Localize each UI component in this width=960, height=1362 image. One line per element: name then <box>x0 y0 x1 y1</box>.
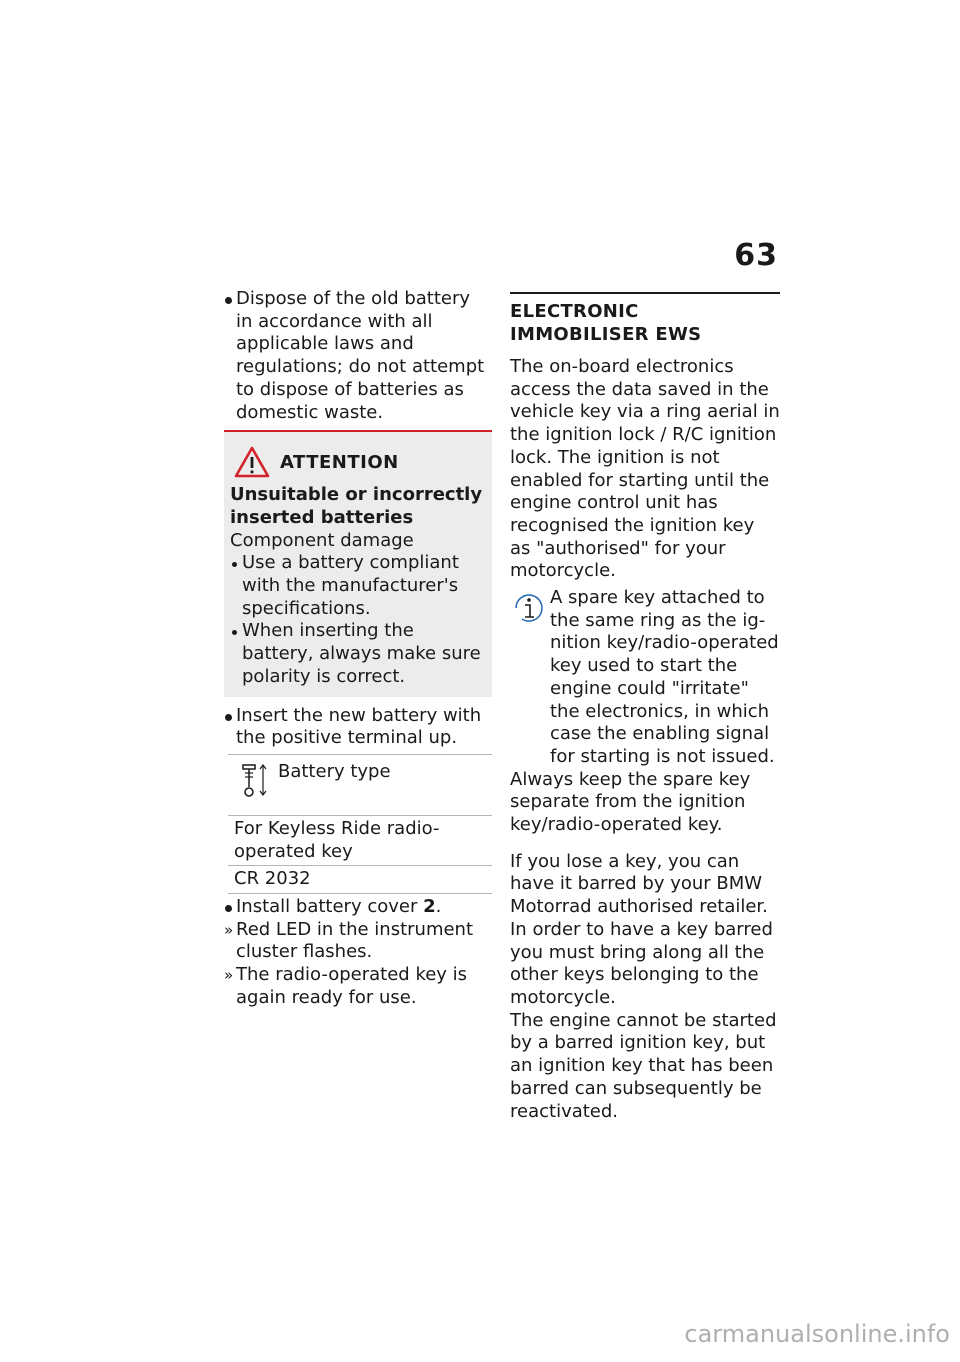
battery-spec-icon <box>240 761 270 799</box>
spec-table-row: CR 2032 <box>228 866 492 894</box>
result-item <box>224 919 492 964</box>
attention-consequence: Component damage <box>230 529 414 551</box>
attention-title: ATTENTION <box>280 451 399 473</box>
bullet-install-cover <box>224 896 492 919</box>
lost-key-paragraph: If you lose a key, you can have it barred by your BMW Motorrad authorised retailer. In order to have a key barred you must bring along all the other keys belonging to the motorcycle. <box>510 850 773 1008</box>
install-cover-ref: 2 <box>423 896 436 918</box>
result-marker: » <box>224 966 234 985</box>
attention-box <box>224 430 492 696</box>
barred-key-paragraph: The engine cannot be started by a barred ignition key, but an ignition key that has been barred can subsequently be reactivated. <box>510 1009 777 1122</box>
page-number: 63 <box>734 238 778 273</box>
watermark: carmanualsonline.info <box>684 1320 950 1348</box>
section-title: ELECTRONIC IMMOBILISER EWS <box>510 292 780 346</box>
spec-table-row: For Keyless Ride radio-operated key <box>228 816 492 866</box>
install-cover-suffix: . <box>435 896 442 918</box>
install-cover-text: Install battery cover <box>236 896 424 918</box>
result-marker: » <box>224 920 234 939</box>
attention-subtitle: Unsuitable or incorrectly inserted batteries <box>230 484 483 528</box>
result-item <box>224 964 492 1009</box>
battery-spec-table <box>228 754 492 894</box>
result-text: Red LED in the instrument cluster flashes. <box>236 918 474 963</box>
warning-triangle-icon <box>234 446 270 478</box>
spec-table-header <box>228 755 492 816</box>
attention-item: When inserting the battery, always make sure polarity is correct. <box>230 620 486 688</box>
result-text: The radio-operated key is again ready for use. <box>236 964 468 1008</box>
bullet-insert-battery: Insert the new battery with the positive terminal up. <box>224 705 492 750</box>
info-text: A spare key attached to the same ring as the ignition key/radio-operated key used to start the engine could "irritate" the electronics, in which case the enabling signal for starting is not issued. <box>550 587 779 767</box>
info-text-2: Always keep the spare key separate from the ignition key/radio-operated key. <box>510 768 751 836</box>
info-icon <box>510 589 548 627</box>
right-column <box>510 292 780 1123</box>
bullet-dispose-battery: Dispose of the old battery in accordance with all applicable laws and regulations; do not attempt to dispose of batteries as domestic waste. <box>224 288 492 424</box>
info-note <box>510 587 780 837</box>
spec-table-header-label: Battery type <box>278 760 391 782</box>
attention-item: Use a battery compliant with the manufacturer's specifications. <box>230 552 486 620</box>
attention-header <box>234 446 486 478</box>
intro-paragraph: The on-board electronics access the data saved in the vehicle key via a ring aerial in the ignition lock / R/C ignition lock. The ignition is not enabled for starting until the engine control unit has recognised the ignition key as "authorised" for your motorcycle. <box>510 356 780 582</box>
left-column <box>224 288 492 1010</box>
